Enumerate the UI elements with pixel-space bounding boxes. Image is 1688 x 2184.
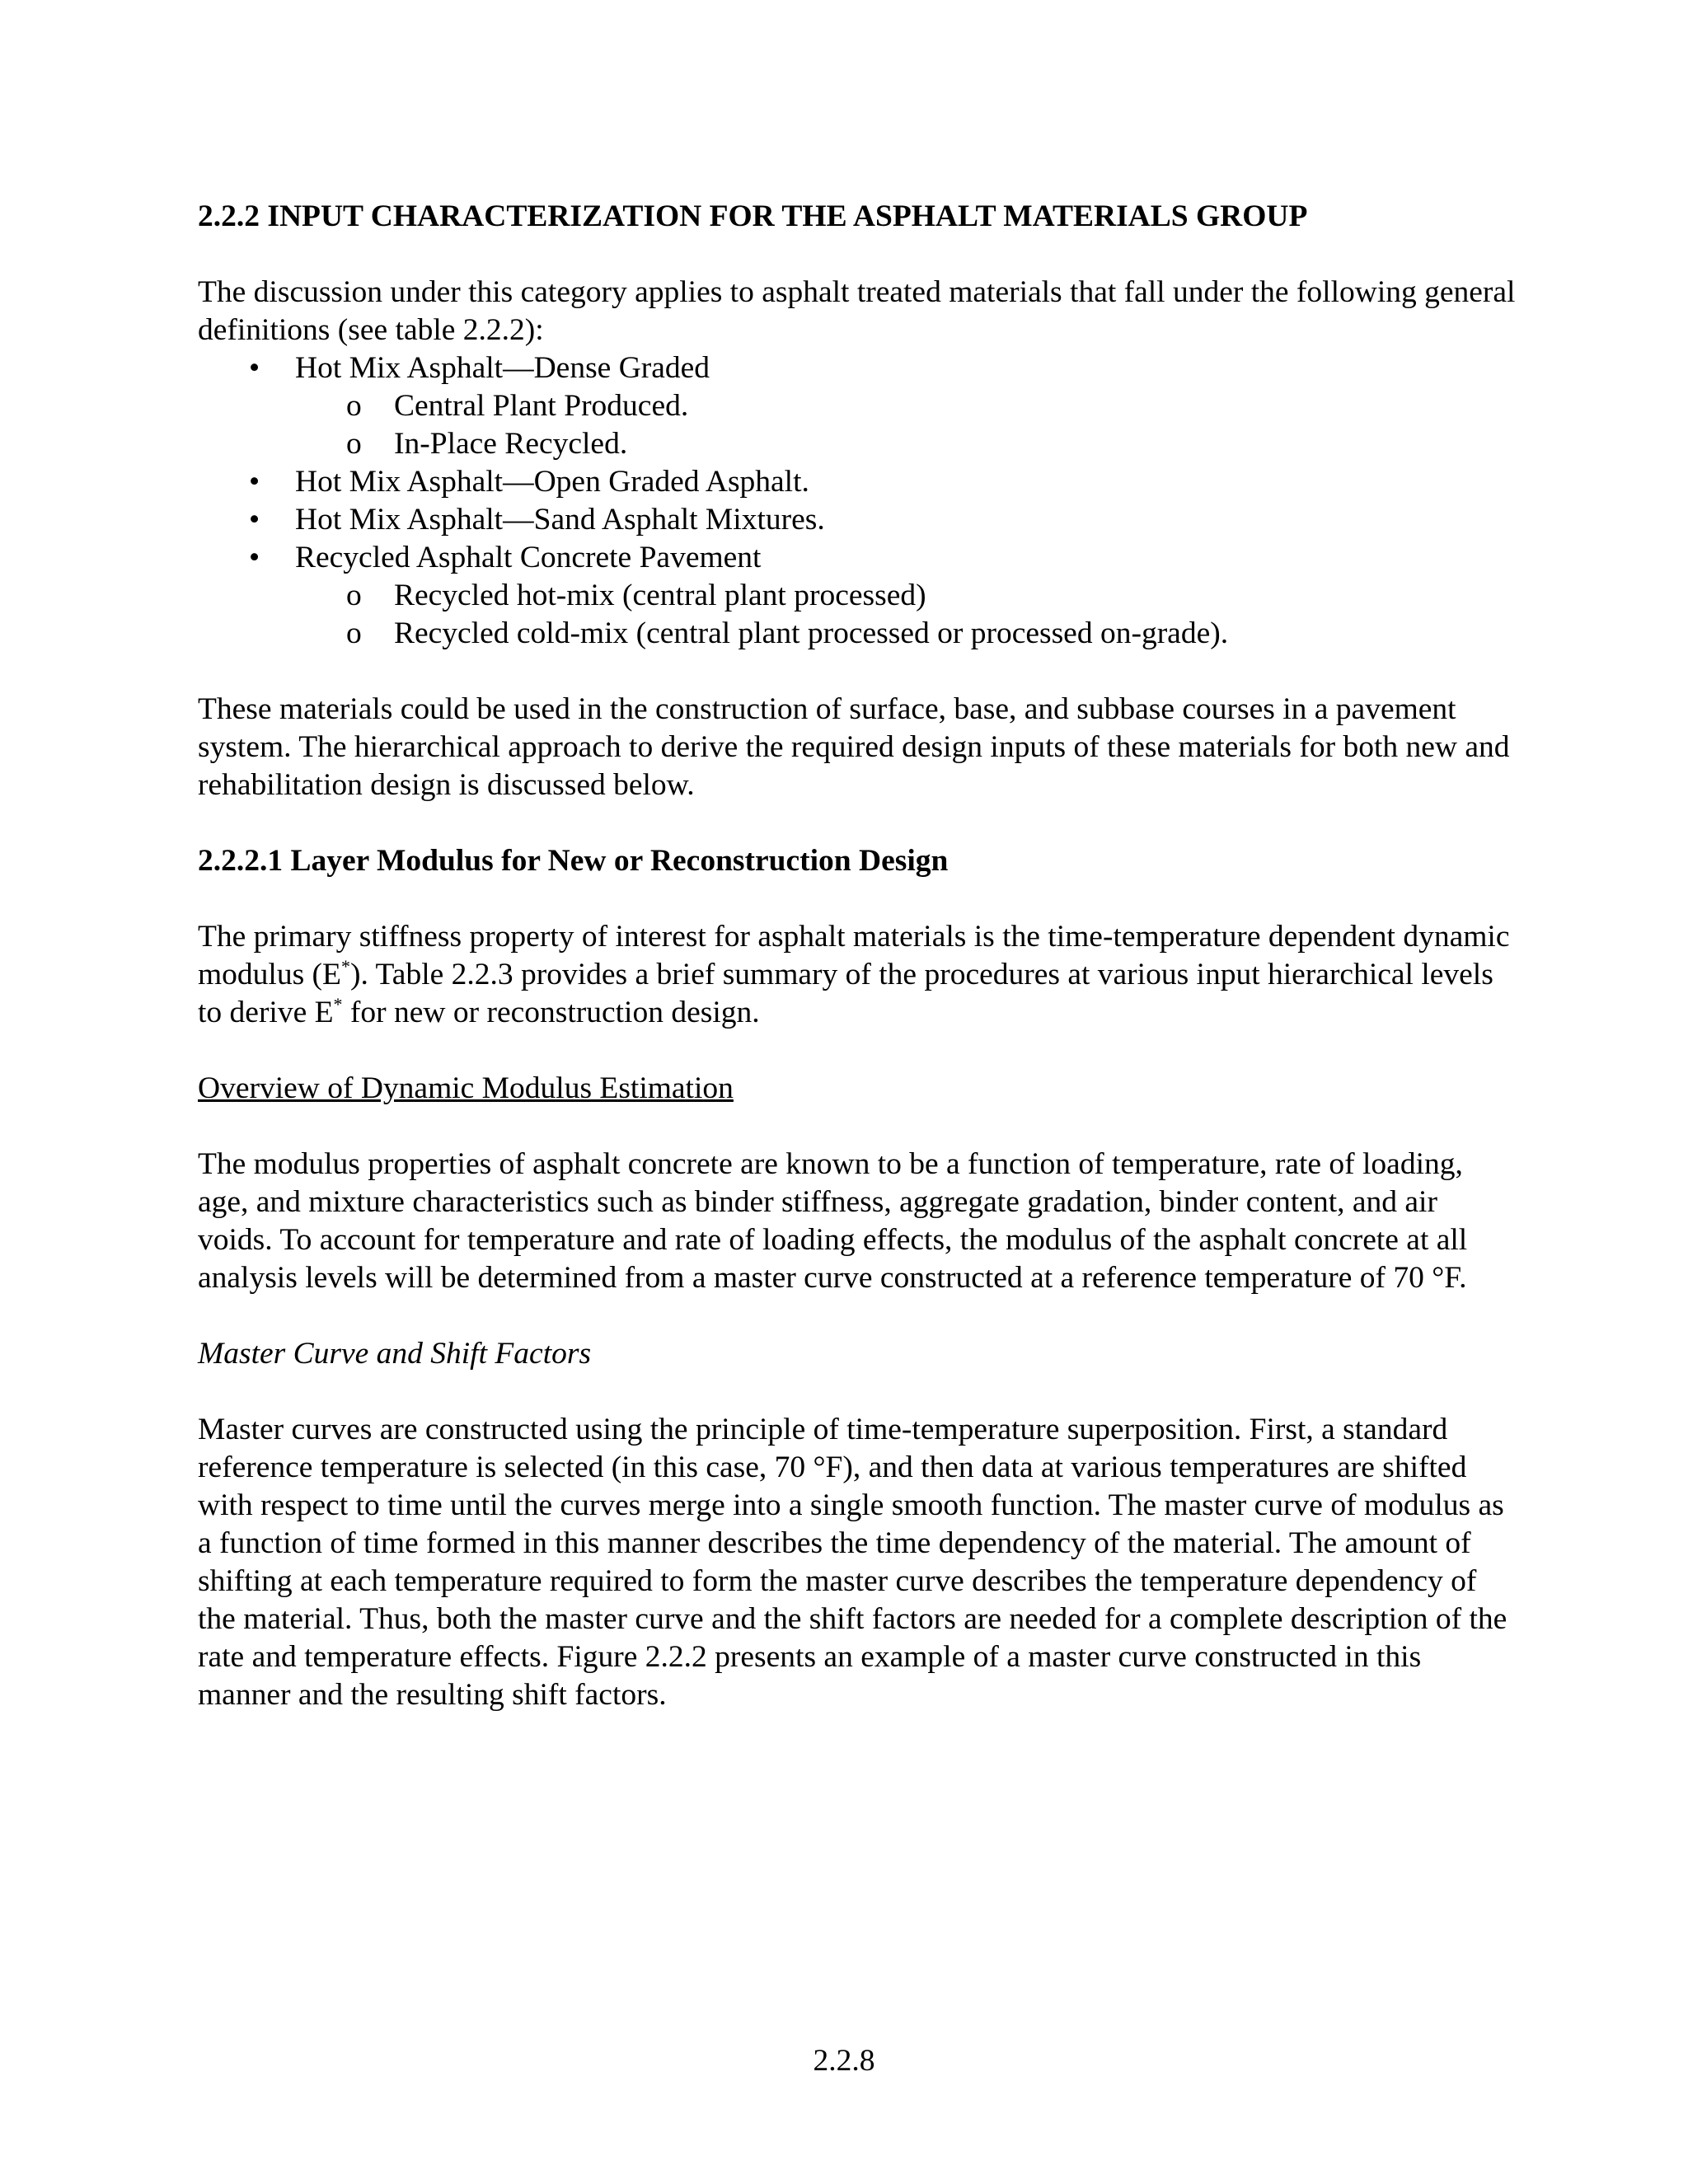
material-definitions-list xyxy=(198,349,1517,653)
list-item xyxy=(198,539,1517,653)
sub-list-item xyxy=(295,387,1517,425)
sub-list xyxy=(295,387,1517,463)
bullet-marker: • xyxy=(249,541,260,574)
section-heading: 2.2.2 INPUT CHARACTERIZATION FOR THE ASPHALT MATERIALS GROUP xyxy=(198,199,1308,233)
bullet-marker: • xyxy=(249,465,260,499)
sub-list-item xyxy=(295,425,1517,463)
page-number: 2.2.8 xyxy=(813,2044,875,2078)
document-page xyxy=(198,198,1517,1714)
sub-marker: o xyxy=(346,389,362,423)
sub-list-item-label: Central Plant Produced. xyxy=(394,389,689,423)
superscript-asterisk: * xyxy=(340,956,350,977)
master-curve-paragraph: Master curves are constructed using the principle of time-temperature superposition. First, a standard reference temperature is selected (in this case, 70 °F), and then data at various temperatures are shifted with respect to time until the curves merge into a single smooth function. The master curve of modulus as a function of time formed in this manner describes the time dependency of the material. The amount of shifting at each temperature required to form the master curve describes the temperature dependency of the material. Thus, both the master curve and the shift factors are needed for a complete description of the rate and temperature effects. Figure 2.2.2 presents an example of a master curve constructed in this manner and the resulting shift factors. xyxy=(198,1413,1507,1712)
list-item xyxy=(198,501,1517,539)
list-item xyxy=(198,463,1517,501)
sub-marker: o xyxy=(346,579,362,612)
list-item-label: Hot Mix Asphalt—Sand Asphalt Mixtures. xyxy=(295,503,825,537)
sub-marker: o xyxy=(346,616,362,650)
intro-paragraph: The discussion under this category applies to asphalt treated materials that fall under the following general definitions (see table 2.2.2): xyxy=(198,275,1516,347)
modulus-paragraph: The modulus properties of asphalt concrete are known to be a function of temperature, rate of loading, age, and mixture characteristics such as binder stiffness, aggregate gradation, binder content, and air voids. To account for temperature and rate of loading effects, the modulus of the asphalt concrete at all analysis levels will be determined from a master curve constructed at a reference temperature of 70 °F. xyxy=(198,1147,1468,1295)
master-curve-heading: Master Curve and Shift Factors xyxy=(198,1337,592,1371)
list-item xyxy=(198,349,1517,463)
sub-marker: o xyxy=(346,427,362,461)
sub-list-item xyxy=(295,577,1517,615)
stiffness-text-part2: ). Table 2.2.3 provides a brief summary of the procedures at various input hierarchical levels to derive E xyxy=(198,958,1493,1029)
materials-paragraph: These materials could be used in the construction of surface, base, and subbase courses in a pavement system. The hierarchical approach to derive the required design inputs of these materials for both new and rehabilitation design is discussed below. xyxy=(198,692,1510,802)
list-item-label: Hot Mix Asphalt—Dense Graded xyxy=(295,351,710,385)
bullet-marker: • xyxy=(249,351,260,385)
sub-list-item-label: Recycled cold-mix (central plant processed or processed on-grade). xyxy=(394,616,1229,650)
sub-list-item-label: In-Place Recycled. xyxy=(394,427,628,461)
stiffness-paragraph xyxy=(198,918,1517,1032)
sub-list-item xyxy=(295,615,1517,653)
sub-list xyxy=(295,577,1517,653)
overview-heading: Overview of Dynamic Modulus Estimation xyxy=(198,1071,734,1105)
list-item-label: Hot Mix Asphalt—Open Graded Asphalt. xyxy=(295,465,809,499)
bullet-marker: • xyxy=(249,503,260,537)
stiffness-text-part3: for new or reconstruction design. xyxy=(342,996,760,1029)
subsection-heading: 2.2.2.1 Layer Modulus for New or Reconstruction Design xyxy=(198,844,949,878)
stiffness-text-part1: The primary stiffness property of interest for asphalt materials is the time-temperature dependent dynamic modulus (E xyxy=(198,920,1510,991)
superscript-asterisk: * xyxy=(333,994,343,1015)
list-item-label: Recycled Asphalt Concrete Pavement xyxy=(295,541,762,574)
sub-list-item-label: Recycled hot-mix (central plant processed) xyxy=(394,579,926,612)
